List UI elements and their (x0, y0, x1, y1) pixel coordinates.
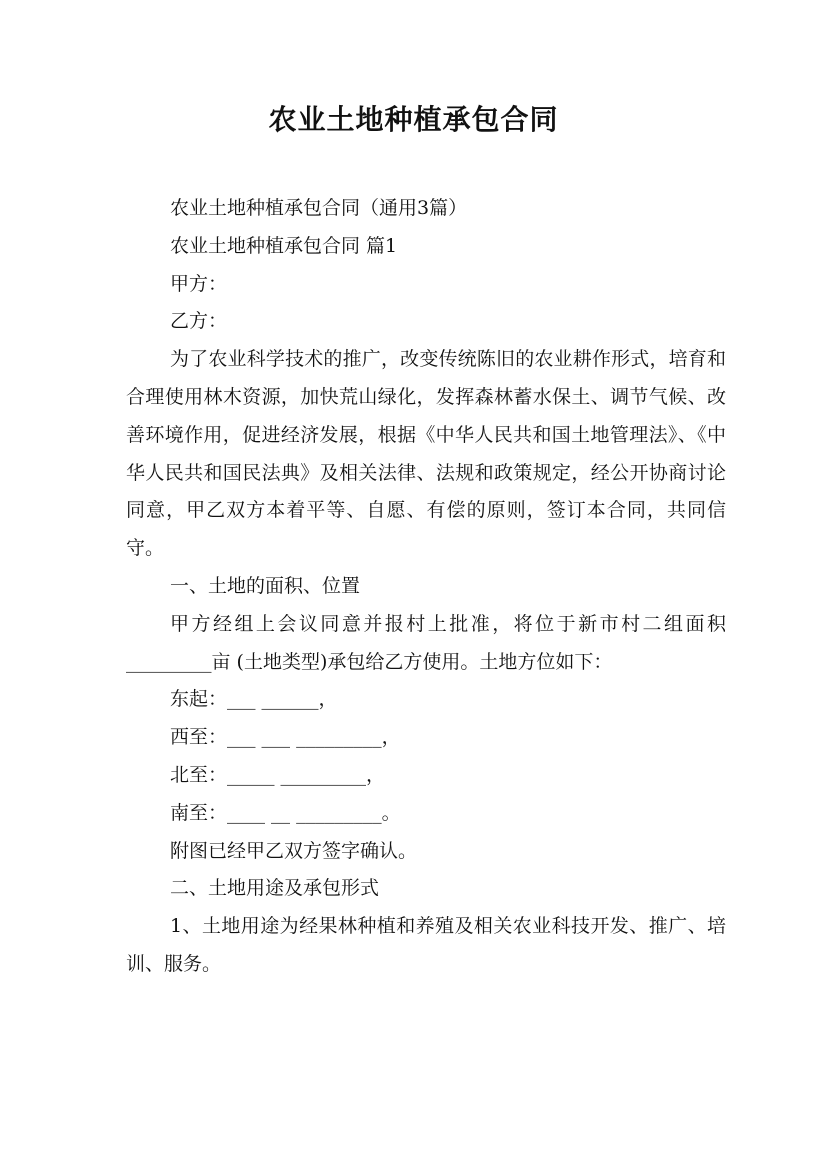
section-1-paragraph: 甲方经组上会议同意并报村上批准，将位于新市村二组面积_________亩 (土地类型)承包给乙方使用。土地方位如下： (126, 612, 726, 673)
attachment-note: 附图已经甲乙双方签字确认。 (170, 839, 418, 862)
party-b-label: 乙方： (170, 310, 228, 333)
boundary-west: 西至：___ ___ _________， (170, 726, 401, 749)
boundary-south: 南至：____ __ _________。 (170, 801, 401, 824)
document-title: 农业土地种植承包合同 (268, 103, 559, 136)
boundary-north: 北至：_____ _________， (170, 763, 386, 786)
boundary-east: 东起：___ ______， (170, 688, 338, 711)
subtitle: 农业土地种植承包合同（通用3篇） (170, 197, 468, 219)
preamble-paragraph: 为了农业科学技术的推广，改变传统陈旧的农业耕作形式，培育和合理使用林木资源，加快荒山绿化，发挥森林蓄水保土、调节气候、改善环境作用，促进经济发展，根据《中华人民共和国土地管理法》、《中华人民共和国民法典》及相关法律、法规和政策规定，经公开协商讨论同意，甲乙双方本着平等、自愿、有偿的原则，签订本合同，共同信守。 (126, 348, 726, 560)
section-2-heading: 二、土地用途及承包形式 (170, 877, 380, 900)
section-1-heading: 一、土地的面积、位置 (170, 574, 361, 597)
party-a-label: 甲方： (170, 272, 228, 295)
clause-1-paragraph: 1、土地用途为经果林种植和养殖及相关农业科技开发、推广、培训、服务。 (126, 915, 726, 975)
document-body (126, 190, 726, 984)
part-heading: 农业土地种植承包合同 篇1 (170, 234, 398, 257)
